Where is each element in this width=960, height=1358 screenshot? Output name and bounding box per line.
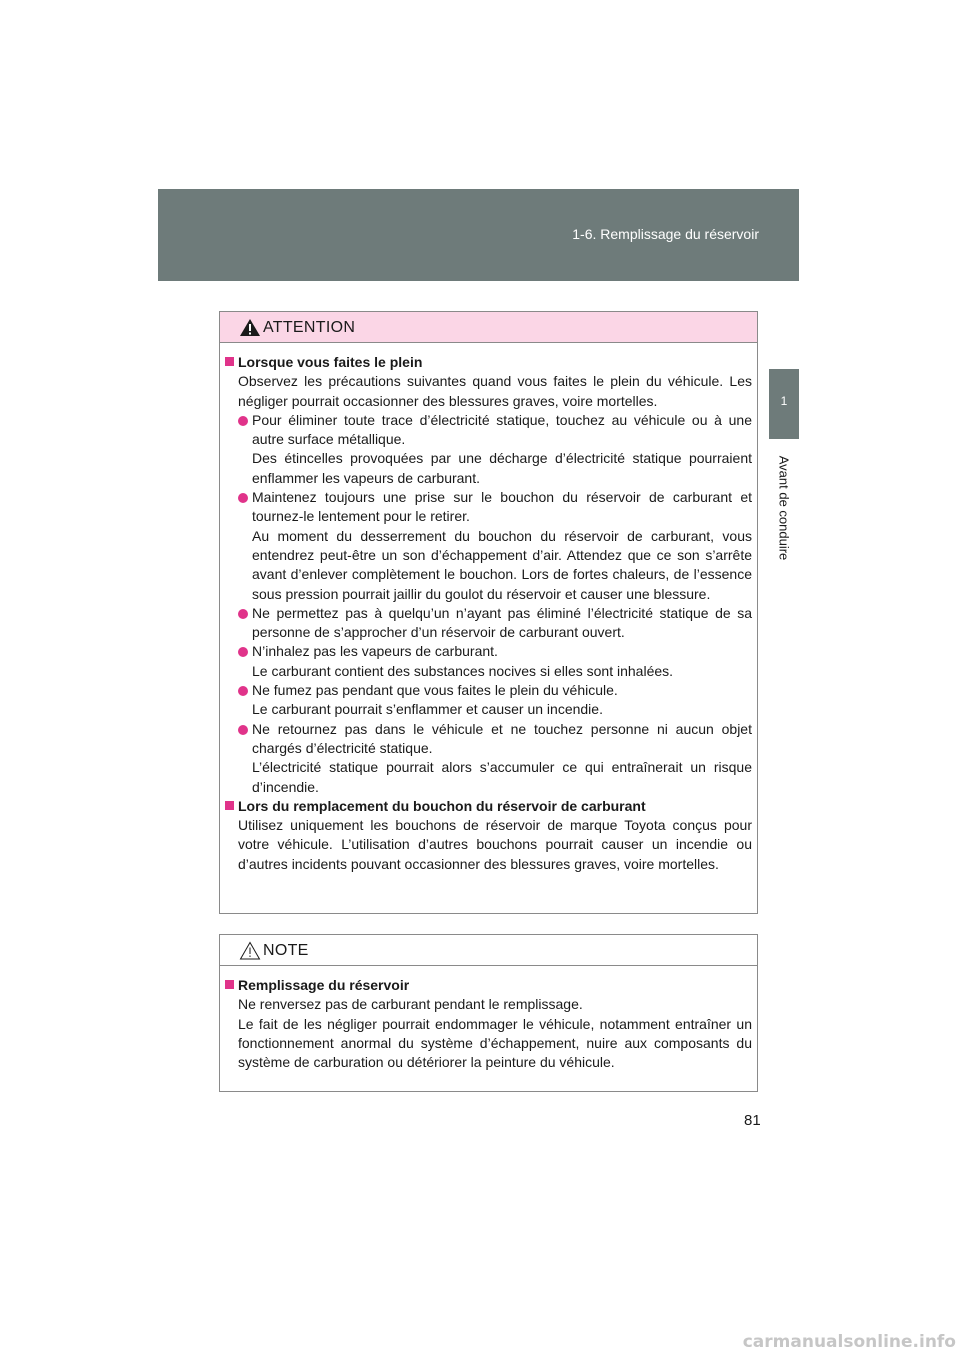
- bullet-text: Ne fumez pas pendant que vous faites le plein du véhicule.: [252, 682, 618, 699]
- round-bullet-icon: [238, 416, 248, 426]
- bullet-text: Ne retournez pas dans le véhicule et ne touchez personne ni aucun objet chargés d’électricité statique.: [252, 720, 752, 756]
- bullet-text: Le carburant pourrait s’enflammer et causer un incendie.: [252, 701, 603, 718]
- bullet-text: Des étincelles provoquées par une décharge d’électricité statique pourraient enflammer les vapeurs de carburant.: [252, 450, 752, 486]
- watermark: carmanualsonline.info: [742, 1332, 956, 1352]
- bullet-text: Ne permettez pas à quelqu’un n’ayant pas éliminé l’électricité statique de sa personne de s’approcher d’un réservoir de carburant ouvert.: [252, 604, 752, 641]
- note-header: [220, 935, 757, 966]
- attention-body: [220, 343, 757, 874]
- bullet-item: [225, 642, 752, 681]
- section-title: 1-6. Remplissage du réservoir: [572, 226, 759, 242]
- round-bullet-icon: [238, 609, 248, 619]
- section-heading: [225, 797, 752, 816]
- chapter-number: 1: [780, 394, 788, 408]
- attention-header: [220, 312, 757, 343]
- paragraph: Observez les précautions suivantes quand vous faites le plein du véhicule. Les négliger pourrait occasionner des blessures graves, voire mortelles.: [238, 373, 752, 409]
- section-heading-text: Lorsque vous faites le plein: [238, 354, 423, 370]
- bullet-item: [225, 604, 752, 643]
- attention-box: [219, 311, 758, 914]
- square-bullet-icon: [225, 980, 234, 989]
- round-bullet-icon: [238, 725, 248, 735]
- header-band: [158, 189, 799, 281]
- paragraph: Ne renversez pas de carburant pendant le remplissage.: [238, 996, 583, 1013]
- section-heading: [225, 976, 752, 995]
- paragraph: Le fait de les négliger pourrait endommager le véhicule, notamment entraîner un fonctionnement anormal du système d’échappement, nuire aux composants du système de carburation ou détériorer la peinture du véhicule.: [238, 1015, 752, 1071]
- chapter-label: Avant de conduire: [776, 455, 792, 561]
- chapter-tab: [769, 369, 799, 439]
- section-heading-text: Remplissage du réservoir: [238, 977, 410, 993]
- bullet-text: Le carburant contient des substances nocives si elles sont inhalées.: [252, 662, 674, 679]
- warning-icon: [239, 318, 261, 337]
- page-number: 81: [744, 1112, 761, 1129]
- bullet-text: L’électricité statique pourrait alors s’accumuler ce qui entraînerait un risque d’incendie.: [252, 759, 752, 795]
- caution-outline-icon: [239, 941, 261, 960]
- note-heading: NOTE: [263, 942, 309, 959]
- round-bullet-icon: [238, 493, 248, 503]
- square-bullet-icon: [225, 357, 234, 366]
- bullet-text: N’inhalez pas les vapeurs de carburant.: [252, 643, 498, 660]
- note-box: [219, 934, 758, 1092]
- bullet-item: [225, 411, 752, 488]
- section-heading: [225, 353, 752, 372]
- bullet-text: Maintenez toujours une prise sur le bouchon du réservoir de carburant et tournez-le lentement pour le retirer.: [252, 489, 752, 525]
- section-heading-text: Lors du remplacement du bouchon du réservoir de carburant: [238, 797, 646, 814]
- bullet-text: Au moment du desserrement du bouchon du réservoir de carburant, vous entendrez peut-être un son d’échappement d’air. Attendez que ce son s’arrête avant d’enlever complètement le bouchon. Lors de fortes chaleurs, de l’essence sous pression pourrait jaillir du goulot du réservoir et causer une blessure.: [252, 527, 752, 602]
- attention-heading: ATTENTION: [263, 319, 356, 336]
- note-body: [220, 966, 757, 1072]
- bullet-text: Pour éliminer toute trace d’électricité statique, touchez au véhicule ou à une autre surface métallique.: [252, 411, 752, 448]
- round-bullet-icon: [238, 647, 248, 657]
- bullet-item: [225, 681, 752, 720]
- paragraph: Utilisez uniquement les bouchons de réservoir de marque Toyota conçus pour votre véhicule. L’utilisation d’autres bouchons pourrait causer un incendie ou d’autres incidents pouvant occasionner des blessures graves, voire mortelles.: [238, 817, 752, 872]
- square-bullet-icon: [225, 801, 234, 810]
- round-bullet-icon: [238, 686, 248, 696]
- bullet-item: [225, 720, 752, 797]
- bullet-item: [225, 488, 752, 604]
